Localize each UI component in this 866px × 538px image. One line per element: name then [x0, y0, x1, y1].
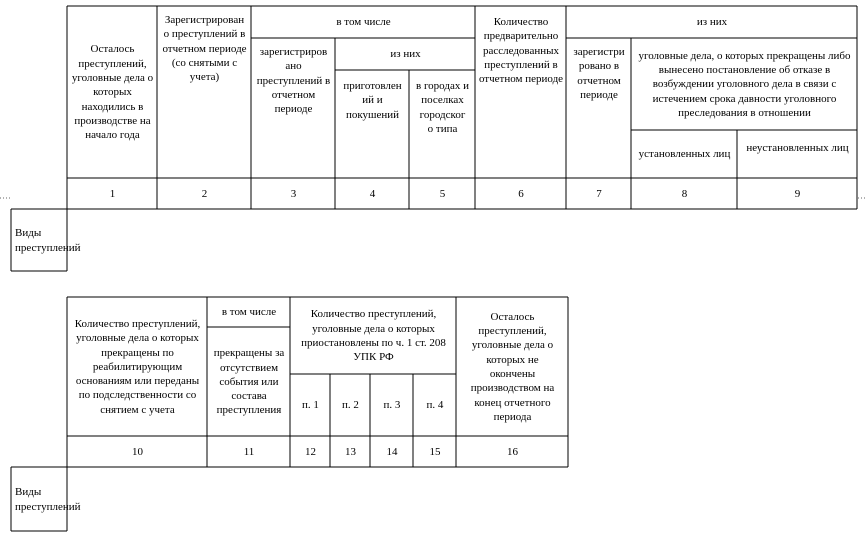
column-number: 6 [518, 187, 524, 200]
header-rehabilitative-terminations: Количество преступлений, уголовные дела о которых прекращены по реабилитирующим основаниям или переданы по подследственности со снятием с учета [74, 317, 201, 416]
header-registered-in-period: зарегистриров ано преступлений в отчетном периоде [256, 46, 331, 116]
column-number: 15 [429, 445, 441, 458]
column-number: 1 [109, 187, 116, 200]
header-remaining-at-period-end: Осталось преступлений, уголовные дела о которых не окончены производством на конец отчетного периода [470, 310, 555, 423]
column-number: 16 [507, 445, 518, 458]
header-point-4: п. 4 [426, 399, 444, 412]
header-including-2: в том числе [221, 306, 277, 319]
row-label-crime-types-2: Виды преступлений [15, 486, 81, 513]
header-point-1: п. 1 [302, 399, 319, 412]
header-suspended-art-208: Количество преступлений, уголовные дела о которых приостановлены по ч. 1 ст. 208 УПК РФ [301, 308, 446, 364]
column-number: 3 [290, 187, 297, 200]
column-number: 11 [243, 445, 255, 458]
column-number: 2 [201, 187, 208, 200]
header-remaining-at-year-start: Осталось преступлений, уголовные дела о которых находились в производстве на начало года [71, 43, 154, 142]
column-number: 10 [132, 445, 143, 458]
header-cities-towns: в городах и поселках городског о типа [416, 80, 469, 135]
header-registered-in-period-2: зарегистри ровано в отчетном периоде [573, 46, 625, 101]
header-no-event-or-crime: прекращены за отсутствием события или состава преступления [213, 347, 285, 417]
header-including: в том числе [336, 16, 391, 29]
row-label-crime-types: Виды преступлений [15, 227, 81, 254]
header-of-them-1: из них [390, 48, 421, 61]
header-investigated-crimes: Количество предварительно расследованных преступлений в отчетном периоде [478, 16, 564, 86]
column-number: 14 [386, 445, 398, 458]
header-of-them-2: из них [696, 16, 728, 29]
header-identified-persons: установленных лиц [638, 148, 731, 161]
header-terminated-statute-limitations: уголовные дела, о которых прекращены либо вынесено постановление об отказе в возбуждении уголовного дела в связи с истечением срока давности уголовного преследования в отношении [638, 49, 851, 119]
header-point-3: п. 3 [383, 399, 401, 412]
column-number: 7 [596, 187, 602, 200]
column-number: 13 [345, 445, 356, 458]
header-point-2: п. 2 [342, 399, 359, 412]
column-number: 5 [439, 187, 446, 200]
header-unidentified-persons: неустановленных лиц [746, 142, 849, 154]
column-number: 8 [681, 187, 688, 200]
column-number: 4 [369, 187, 376, 200]
column-number: 9 [794, 187, 801, 200]
header-preparations-attempts: приготовлен ий и покушений [343, 80, 402, 121]
header-registered-with-removed: Зарегистрирован о преступлений в отчетном периоде (со снятыми с учета) [162, 14, 247, 84]
column-number: 12 [305, 445, 316, 458]
